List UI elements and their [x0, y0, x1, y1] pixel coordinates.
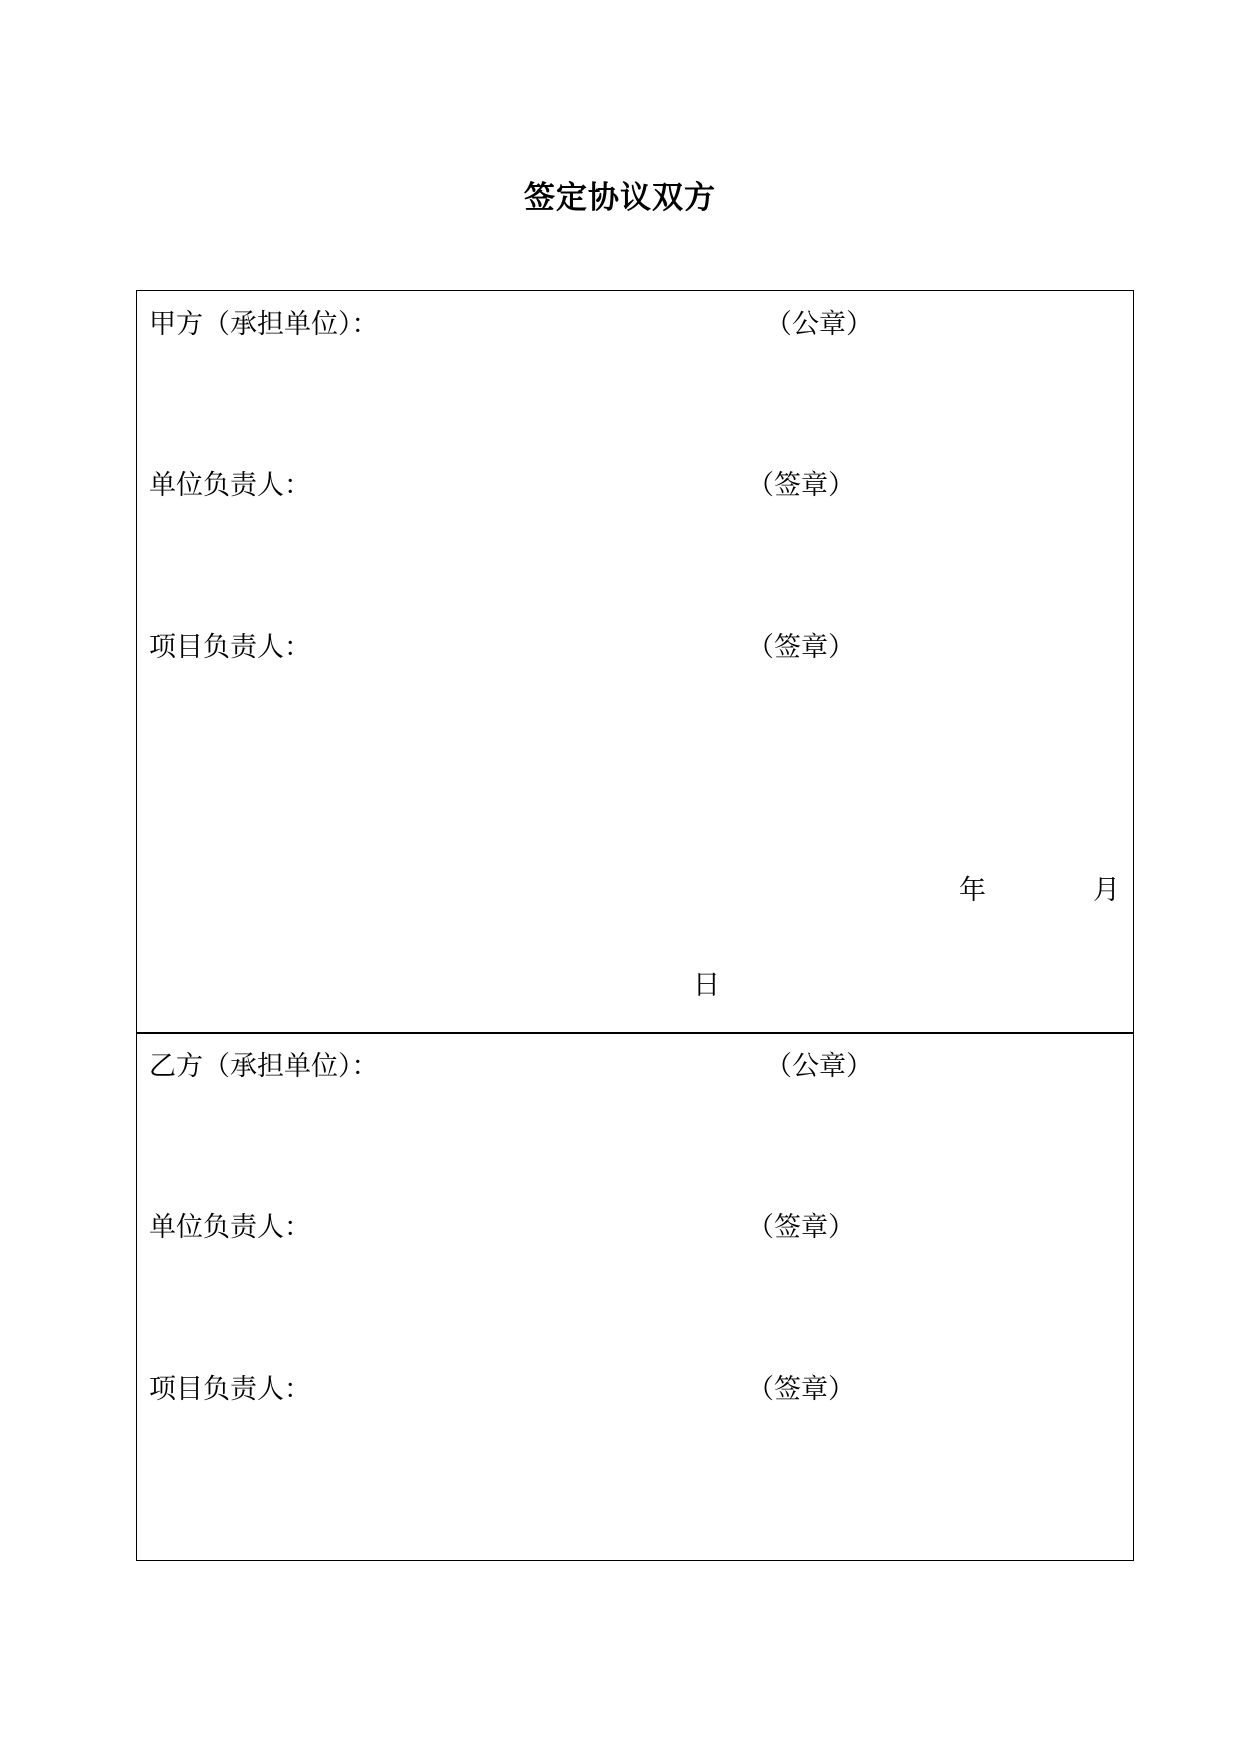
party-a-unit-seal: （公章） — [765, 309, 873, 340]
party-a-unit-head-seal: （签章） — [747, 470, 855, 501]
party-b-unit-head-seal: （签章） — [747, 1212, 855, 1243]
party-a-project-head-label: 项目负责人： — [149, 632, 311, 663]
party-a-section — [136, 290, 1134, 1034]
party-a-date-month: 月 — [1093, 875, 1120, 906]
party-b-unit-label: 乙方（承担单位）： — [149, 1051, 379, 1082]
party-b-project-head-label: 项目负责人： — [149, 1374, 311, 1405]
party-b-project-head-seal: （签章） — [747, 1374, 855, 1405]
party-a-unit-label: 甲方（承担单位）： — [149, 309, 379, 340]
party-a-date-day: 日 — [693, 970, 720, 1001]
party-b-unit-seal: （公章） — [765, 1051, 873, 1082]
page-title: 签定协议双方 — [524, 180, 716, 216]
party-a-date-year: 年 — [959, 875, 986, 906]
party-a-project-head-seal: （签章） — [747, 632, 855, 663]
party-b-unit-head-label: 单位负责人： — [149, 1212, 311, 1243]
party-b-section — [136, 1032, 1134, 1561]
party-a-unit-head-label: 单位负责人： — [149, 470, 311, 501]
